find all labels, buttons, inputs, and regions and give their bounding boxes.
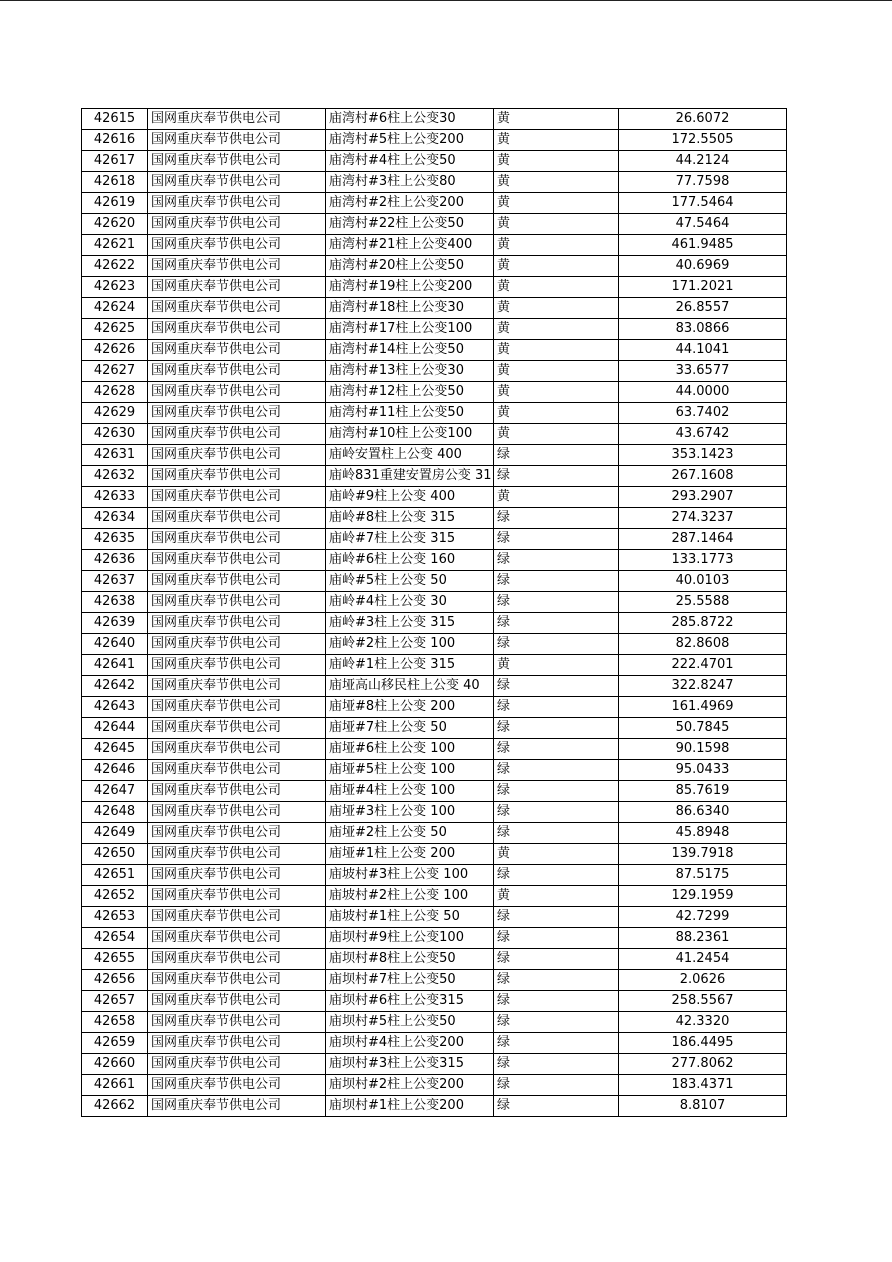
value-cell: 8.8107 bbox=[619, 1096, 787, 1117]
company-cell: 国网重庆奉节供电公司 bbox=[148, 466, 326, 487]
row-id-cell: 42622 bbox=[82, 256, 148, 277]
row-id-cell: 42637 bbox=[82, 571, 148, 592]
status-cell: 黄 bbox=[494, 319, 619, 340]
company-cell: 国网重庆奉节供电公司 bbox=[148, 151, 326, 172]
company-cell: 国网重庆奉节供电公司 bbox=[148, 109, 326, 130]
row-id-cell: 42642 bbox=[82, 676, 148, 697]
row-id-cell: 42629 bbox=[82, 403, 148, 424]
row-id-cell: 42660 bbox=[82, 1054, 148, 1075]
row-id-cell: 42623 bbox=[82, 277, 148, 298]
status-cell: 绿 bbox=[494, 445, 619, 466]
row-id-cell: 42650 bbox=[82, 844, 148, 865]
row-id-cell: 42645 bbox=[82, 739, 148, 760]
company-cell: 国网重庆奉节供电公司 bbox=[148, 340, 326, 361]
table-row bbox=[82, 193, 787, 214]
transformer-name-cell: 庙垭高山移民柱上公变 40 bbox=[326, 676, 494, 697]
status-cell: 黄 bbox=[494, 172, 619, 193]
status-cell: 绿 bbox=[494, 529, 619, 550]
status-cell: 黄 bbox=[494, 109, 619, 130]
transformer-name-cell: 庙湾村#2柱上公变200 bbox=[326, 193, 494, 214]
row-id-cell: 42658 bbox=[82, 1012, 148, 1033]
status-cell: 黄 bbox=[494, 844, 619, 865]
company-cell: 国网重庆奉节供电公司 bbox=[148, 928, 326, 949]
row-id-cell: 42625 bbox=[82, 319, 148, 340]
transformer-name-cell: 庙垭#6柱上公变 100 bbox=[326, 739, 494, 760]
value-cell: 2.0626 bbox=[619, 970, 787, 991]
row-id-cell: 42644 bbox=[82, 718, 148, 739]
transformer-name-cell: 庙坝村#3柱上公变315 bbox=[326, 1054, 494, 1075]
table-row bbox=[82, 1033, 787, 1054]
row-id-cell: 42647 bbox=[82, 781, 148, 802]
table-row bbox=[82, 424, 787, 445]
row-id-cell: 42640 bbox=[82, 634, 148, 655]
status-cell: 绿 bbox=[494, 823, 619, 844]
table-row bbox=[82, 109, 787, 130]
status-cell: 黄 bbox=[494, 382, 619, 403]
value-cell: 25.5588 bbox=[619, 592, 787, 613]
value-cell: 50.7845 bbox=[619, 718, 787, 739]
status-cell: 绿 bbox=[494, 697, 619, 718]
value-cell: 258.5567 bbox=[619, 991, 787, 1012]
status-cell: 黄 bbox=[494, 424, 619, 445]
status-cell: 绿 bbox=[494, 865, 619, 886]
table-row bbox=[82, 151, 787, 172]
status-cell: 黄 bbox=[494, 340, 619, 361]
company-cell: 国网重庆奉节供电公司 bbox=[148, 1054, 326, 1075]
table-row bbox=[82, 760, 787, 781]
value-cell: 287.1464 bbox=[619, 529, 787, 550]
company-cell: 国网重庆奉节供电公司 bbox=[148, 256, 326, 277]
status-cell: 黄 bbox=[494, 277, 619, 298]
value-cell: 186.4495 bbox=[619, 1033, 787, 1054]
row-id-cell: 42616 bbox=[82, 130, 148, 151]
value-cell: 293.2907 bbox=[619, 487, 787, 508]
company-cell: 国网重庆奉节供电公司 bbox=[148, 445, 326, 466]
row-id-cell: 42615 bbox=[82, 109, 148, 130]
transformer-name-cell: 庙坝村#9柱上公变100 bbox=[326, 928, 494, 949]
table-row bbox=[82, 949, 787, 970]
transformer-name-cell: 庙岭831重建安置房公变 31 bbox=[326, 466, 494, 487]
table-body bbox=[82, 109, 787, 1117]
transformer-name-cell: 庙垭#8柱上公变 200 bbox=[326, 697, 494, 718]
transformer-name-cell: 庙坝村#8柱上公变50 bbox=[326, 949, 494, 970]
transformer-name-cell: 庙岭#2柱上公变 100 bbox=[326, 634, 494, 655]
transformer-name-cell: 庙湾村#19柱上公变200 bbox=[326, 277, 494, 298]
transformer-name-cell: 庙垭#3柱上公变 100 bbox=[326, 802, 494, 823]
value-cell: 42.7299 bbox=[619, 907, 787, 928]
row-id-cell: 42632 bbox=[82, 466, 148, 487]
status-cell: 绿 bbox=[494, 1033, 619, 1054]
status-cell: 绿 bbox=[494, 466, 619, 487]
company-cell: 国网重庆奉节供电公司 bbox=[148, 508, 326, 529]
table-row bbox=[82, 928, 787, 949]
row-id-cell: 42655 bbox=[82, 949, 148, 970]
table-row bbox=[82, 592, 787, 613]
value-cell: 129.1959 bbox=[619, 886, 787, 907]
value-cell: 86.6340 bbox=[619, 802, 787, 823]
transformer-name-cell: 庙湾村#12柱上公变50 bbox=[326, 382, 494, 403]
company-cell: 国网重庆奉节供电公司 bbox=[148, 781, 326, 802]
company-cell: 国网重庆奉节供电公司 bbox=[148, 403, 326, 424]
table-row bbox=[82, 907, 787, 928]
transformer-name-cell: 庙湾村#5柱上公变200 bbox=[326, 130, 494, 151]
company-cell: 国网重庆奉节供电公司 bbox=[148, 634, 326, 655]
company-cell: 国网重庆奉节供电公司 bbox=[148, 823, 326, 844]
transformer-name-cell: 庙坝村#6柱上公变315 bbox=[326, 991, 494, 1012]
table-row bbox=[82, 1096, 787, 1117]
company-cell: 国网重庆奉节供电公司 bbox=[148, 718, 326, 739]
company-cell: 国网重庆奉节供电公司 bbox=[148, 802, 326, 823]
transformer-name-cell: 庙岭#3柱上公变 315 bbox=[326, 613, 494, 634]
row-id-cell: 42638 bbox=[82, 592, 148, 613]
value-cell: 40.0103 bbox=[619, 571, 787, 592]
value-cell: 139.7918 bbox=[619, 844, 787, 865]
company-cell: 国网重庆奉节供电公司 bbox=[148, 214, 326, 235]
status-cell: 绿 bbox=[494, 781, 619, 802]
status-cell: 绿 bbox=[494, 739, 619, 760]
page-top-border bbox=[0, 0, 892, 1]
status-cell: 绿 bbox=[494, 949, 619, 970]
transformer-name-cell: 庙湾村#13柱上公变30 bbox=[326, 361, 494, 382]
table-row bbox=[82, 382, 787, 403]
value-cell: 44.1041 bbox=[619, 340, 787, 361]
transformer-name-cell: 庙坡村#1柱上公变 50 bbox=[326, 907, 494, 928]
company-cell: 国网重庆奉节供电公司 bbox=[148, 970, 326, 991]
value-cell: 267.1608 bbox=[619, 466, 787, 487]
value-cell: 183.4371 bbox=[619, 1075, 787, 1096]
status-cell: 黄 bbox=[494, 256, 619, 277]
value-cell: 172.5505 bbox=[619, 130, 787, 151]
company-cell: 国网重庆奉节供电公司 bbox=[148, 550, 326, 571]
status-cell: 黄 bbox=[494, 361, 619, 382]
status-cell: 黄 bbox=[494, 235, 619, 256]
company-cell: 国网重庆奉节供电公司 bbox=[148, 235, 326, 256]
value-cell: 177.5464 bbox=[619, 193, 787, 214]
table-row bbox=[82, 781, 787, 802]
status-cell: 黄 bbox=[494, 214, 619, 235]
table-row bbox=[82, 697, 787, 718]
value-cell: 44.0000 bbox=[619, 382, 787, 403]
row-id-cell: 42626 bbox=[82, 340, 148, 361]
value-cell: 95.0433 bbox=[619, 760, 787, 781]
company-cell: 国网重庆奉节供电公司 bbox=[148, 529, 326, 550]
transformer-name-cell: 庙坝村#4柱上公变200 bbox=[326, 1033, 494, 1054]
status-cell: 绿 bbox=[494, 1096, 619, 1117]
row-id-cell: 42657 bbox=[82, 991, 148, 1012]
value-cell: 85.7619 bbox=[619, 781, 787, 802]
value-cell: 47.5464 bbox=[619, 214, 787, 235]
status-cell: 绿 bbox=[494, 718, 619, 739]
value-cell: 88.2361 bbox=[619, 928, 787, 949]
row-id-cell: 42628 bbox=[82, 382, 148, 403]
value-cell: 41.2454 bbox=[619, 949, 787, 970]
company-cell: 国网重庆奉节供电公司 bbox=[148, 907, 326, 928]
transformer-name-cell: 庙岭安置柱上公变 400 bbox=[326, 445, 494, 466]
table-row bbox=[82, 508, 787, 529]
company-cell: 国网重庆奉节供电公司 bbox=[148, 1075, 326, 1096]
transformer-name-cell: 庙坝村#5柱上公变50 bbox=[326, 1012, 494, 1033]
table-row bbox=[82, 865, 787, 886]
row-id-cell: 42651 bbox=[82, 865, 148, 886]
row-id-cell: 42620 bbox=[82, 214, 148, 235]
transformer-name-cell: 庙湾村#14柱上公变50 bbox=[326, 340, 494, 361]
status-cell: 绿 bbox=[494, 676, 619, 697]
row-id-cell: 42652 bbox=[82, 886, 148, 907]
status-cell: 黄 bbox=[494, 886, 619, 907]
transformer-name-cell: 庙岭#8柱上公变 315 bbox=[326, 508, 494, 529]
transformer-name-cell: 庙垭#7柱上公变 50 bbox=[326, 718, 494, 739]
company-cell: 国网重庆奉节供电公司 bbox=[148, 697, 326, 718]
table-row bbox=[82, 214, 787, 235]
transformer-name-cell: 庙坝村#7柱上公变50 bbox=[326, 970, 494, 991]
value-cell: 285.8722 bbox=[619, 613, 787, 634]
transformer-name-cell: 庙坡村#2柱上公变 100 bbox=[326, 886, 494, 907]
status-cell: 绿 bbox=[494, 907, 619, 928]
row-id-cell: 42618 bbox=[82, 172, 148, 193]
value-cell: 461.9485 bbox=[619, 235, 787, 256]
value-cell: 26.6072 bbox=[619, 109, 787, 130]
transformer-name-cell: 庙岭#5柱上公变 50 bbox=[326, 571, 494, 592]
status-cell: 黄 bbox=[494, 130, 619, 151]
row-id-cell: 42654 bbox=[82, 928, 148, 949]
row-id-cell: 42643 bbox=[82, 697, 148, 718]
table-row bbox=[82, 445, 787, 466]
status-cell: 绿 bbox=[494, 1054, 619, 1075]
transformer-name-cell: 庙湾村#20柱上公变50 bbox=[326, 256, 494, 277]
company-cell: 国网重庆奉节供电公司 bbox=[148, 865, 326, 886]
company-cell: 国网重庆奉节供电公司 bbox=[148, 760, 326, 781]
value-cell: 87.5175 bbox=[619, 865, 787, 886]
table-row bbox=[82, 991, 787, 1012]
company-cell: 国网重庆奉节供电公司 bbox=[148, 424, 326, 445]
row-id-cell: 42662 bbox=[82, 1096, 148, 1117]
table-row bbox=[82, 1075, 787, 1096]
table-row bbox=[82, 172, 787, 193]
row-id-cell: 42646 bbox=[82, 760, 148, 781]
value-cell: 161.4969 bbox=[619, 697, 787, 718]
row-id-cell: 42656 bbox=[82, 970, 148, 991]
transformer-name-cell: 庙湾村#17柱上公变100 bbox=[326, 319, 494, 340]
table-row bbox=[82, 256, 787, 277]
status-cell: 绿 bbox=[494, 970, 619, 991]
transformer-name-cell: 庙垭#2柱上公变 50 bbox=[326, 823, 494, 844]
table-row bbox=[82, 235, 787, 256]
status-cell: 绿 bbox=[494, 802, 619, 823]
value-cell: 40.6969 bbox=[619, 256, 787, 277]
table-row bbox=[82, 319, 787, 340]
company-cell: 国网重庆奉节供电公司 bbox=[148, 1096, 326, 1117]
transformer-name-cell: 庙坝村#1柱上公变200 bbox=[326, 1096, 494, 1117]
company-cell: 国网重庆奉节供电公司 bbox=[148, 886, 326, 907]
table-row bbox=[82, 802, 787, 823]
value-cell: 42.3320 bbox=[619, 1012, 787, 1033]
status-cell: 绿 bbox=[494, 571, 619, 592]
company-cell: 国网重庆奉节供电公司 bbox=[148, 1012, 326, 1033]
row-id-cell: 42661 bbox=[82, 1075, 148, 1096]
table-row bbox=[82, 655, 787, 676]
company-cell: 国网重庆奉节供电公司 bbox=[148, 844, 326, 865]
status-cell: 黄 bbox=[494, 298, 619, 319]
row-id-cell: 42619 bbox=[82, 193, 148, 214]
table-row bbox=[82, 361, 787, 382]
company-cell: 国网重庆奉节供电公司 bbox=[148, 193, 326, 214]
row-id-cell: 42636 bbox=[82, 550, 148, 571]
value-cell: 45.8948 bbox=[619, 823, 787, 844]
table-row bbox=[82, 739, 787, 760]
status-cell: 黄 bbox=[494, 487, 619, 508]
row-id-cell: 42621 bbox=[82, 235, 148, 256]
table-row bbox=[82, 466, 787, 487]
table-row bbox=[82, 529, 787, 550]
company-cell: 国网重庆奉节供电公司 bbox=[148, 172, 326, 193]
transformer-name-cell: 庙湾村#3柱上公变80 bbox=[326, 172, 494, 193]
transformer-name-cell: 庙垭#1柱上公变 200 bbox=[326, 844, 494, 865]
value-cell: 90.1598 bbox=[619, 739, 787, 760]
transformer-name-cell: 庙岭#7柱上公变 315 bbox=[326, 529, 494, 550]
company-cell: 国网重庆奉节供电公司 bbox=[148, 592, 326, 613]
status-cell: 绿 bbox=[494, 634, 619, 655]
status-cell: 绿 bbox=[494, 508, 619, 529]
value-cell: 82.8608 bbox=[619, 634, 787, 655]
company-cell: 国网重庆奉节供电公司 bbox=[148, 949, 326, 970]
transformer-name-cell: 庙垭#5柱上公变 100 bbox=[326, 760, 494, 781]
table-row bbox=[82, 550, 787, 571]
transformer-name-cell: 庙湾村#11柱上公变50 bbox=[326, 403, 494, 424]
status-cell: 绿 bbox=[494, 613, 619, 634]
table-row bbox=[82, 970, 787, 991]
value-cell: 171.2021 bbox=[619, 277, 787, 298]
status-cell: 黄 bbox=[494, 151, 619, 172]
status-cell: 绿 bbox=[494, 592, 619, 613]
transformer-name-cell: 庙坝村#2柱上公变200 bbox=[326, 1075, 494, 1096]
row-id-cell: 42631 bbox=[82, 445, 148, 466]
table-row bbox=[82, 403, 787, 424]
transformer-name-cell: 庙湾村#21柱上公变400 bbox=[326, 235, 494, 256]
company-cell: 国网重庆奉节供电公司 bbox=[148, 739, 326, 760]
company-cell: 国网重庆奉节供电公司 bbox=[148, 130, 326, 151]
company-cell: 国网重庆奉节供电公司 bbox=[148, 319, 326, 340]
row-id-cell: 42641 bbox=[82, 655, 148, 676]
value-cell: 353.1423 bbox=[619, 445, 787, 466]
company-cell: 国网重庆奉节供电公司 bbox=[148, 487, 326, 508]
transformer-name-cell: 庙坡村#3柱上公变 100 bbox=[326, 865, 494, 886]
transformer-name-cell: 庙岭#9柱上公变 400 bbox=[326, 487, 494, 508]
company-cell: 国网重庆奉节供电公司 bbox=[148, 382, 326, 403]
status-cell: 绿 bbox=[494, 760, 619, 781]
table-row bbox=[82, 844, 787, 865]
transformer-name-cell: 庙湾村#6柱上公变30 bbox=[326, 109, 494, 130]
row-id-cell: 42617 bbox=[82, 151, 148, 172]
table-row bbox=[82, 277, 787, 298]
row-id-cell: 42624 bbox=[82, 298, 148, 319]
row-id-cell: 42630 bbox=[82, 424, 148, 445]
value-cell: 77.7598 bbox=[619, 172, 787, 193]
value-cell: 26.8557 bbox=[619, 298, 787, 319]
table-row bbox=[82, 613, 787, 634]
status-cell: 绿 bbox=[494, 550, 619, 571]
company-cell: 国网重庆奉节供电公司 bbox=[148, 613, 326, 634]
value-cell: 63.7402 bbox=[619, 403, 787, 424]
company-cell: 国网重庆奉节供电公司 bbox=[148, 277, 326, 298]
status-cell: 绿 bbox=[494, 1075, 619, 1096]
table-row bbox=[82, 823, 787, 844]
row-id-cell: 42639 bbox=[82, 613, 148, 634]
value-cell: 274.3237 bbox=[619, 508, 787, 529]
row-id-cell: 42649 bbox=[82, 823, 148, 844]
transformer-table bbox=[81, 108, 787, 1117]
status-cell: 黄 bbox=[494, 403, 619, 424]
company-cell: 国网重庆奉节供电公司 bbox=[148, 361, 326, 382]
table-row bbox=[82, 634, 787, 655]
table-row bbox=[82, 676, 787, 697]
value-cell: 277.8062 bbox=[619, 1054, 787, 1075]
row-id-cell: 42648 bbox=[82, 802, 148, 823]
value-cell: 322.8247 bbox=[619, 676, 787, 697]
table-row bbox=[82, 571, 787, 592]
value-cell: 43.6742 bbox=[619, 424, 787, 445]
value-cell: 133.1773 bbox=[619, 550, 787, 571]
transformer-name-cell: 庙湾村#18柱上公变30 bbox=[326, 298, 494, 319]
transformer-name-cell: 庙湾村#10柱上公变100 bbox=[326, 424, 494, 445]
company-cell: 国网重庆奉节供电公司 bbox=[148, 991, 326, 1012]
status-cell: 绿 bbox=[494, 1012, 619, 1033]
status-cell: 绿 bbox=[494, 991, 619, 1012]
transformer-name-cell: 庙垭#4柱上公变 100 bbox=[326, 781, 494, 802]
table-row bbox=[82, 340, 787, 361]
transformer-name-cell: 庙湾村#22柱上公变50 bbox=[326, 214, 494, 235]
row-id-cell: 42633 bbox=[82, 487, 148, 508]
table-row bbox=[82, 298, 787, 319]
row-id-cell: 42653 bbox=[82, 907, 148, 928]
value-cell: 44.2124 bbox=[619, 151, 787, 172]
transformer-name-cell: 庙岭#4柱上公变 30 bbox=[326, 592, 494, 613]
row-id-cell: 42634 bbox=[82, 508, 148, 529]
company-cell: 国网重庆奉节供电公司 bbox=[148, 571, 326, 592]
row-id-cell: 42635 bbox=[82, 529, 148, 550]
company-cell: 国网重庆奉节供电公司 bbox=[148, 655, 326, 676]
company-cell: 国网重庆奉节供电公司 bbox=[148, 1033, 326, 1054]
value-cell: 33.6577 bbox=[619, 361, 787, 382]
transformer-name-cell: 庙湾村#4柱上公变50 bbox=[326, 151, 494, 172]
row-id-cell: 42659 bbox=[82, 1033, 148, 1054]
table-row bbox=[82, 130, 787, 151]
table-row bbox=[82, 1054, 787, 1075]
table-row bbox=[82, 886, 787, 907]
table-row bbox=[82, 718, 787, 739]
company-cell: 国网重庆奉节供电公司 bbox=[148, 298, 326, 319]
table-row bbox=[82, 487, 787, 508]
company-cell: 国网重庆奉节供电公司 bbox=[148, 676, 326, 697]
value-cell: 83.0866 bbox=[619, 319, 787, 340]
table-row bbox=[82, 1012, 787, 1033]
status-cell: 黄 bbox=[494, 193, 619, 214]
value-cell: 222.4701 bbox=[619, 655, 787, 676]
transformer-name-cell: 庙岭#1柱上公变 315 bbox=[326, 655, 494, 676]
row-id-cell: 42627 bbox=[82, 361, 148, 382]
status-cell: 黄 bbox=[494, 655, 619, 676]
transformer-name-cell: 庙岭#6柱上公变 160 bbox=[326, 550, 494, 571]
status-cell: 绿 bbox=[494, 928, 619, 949]
